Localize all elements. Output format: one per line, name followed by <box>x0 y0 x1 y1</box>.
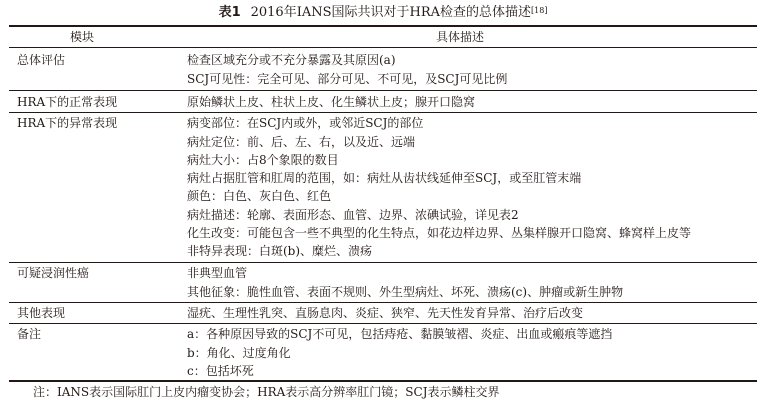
row-line: 其他征象：脆性血管、表面不规则、外生型病灶、坏死、溃疡(c)、肿瘤或新生肿物 <box>187 285 624 299</box>
row-line: 病灶大小：占8个象限的数目 <box>187 153 339 167</box>
row-divider <box>9 90 757 91</box>
row-line: 非特异表现：白斑(b)、糜烂、溃疡 <box>187 244 373 258</box>
row-line: SCJ可见性：完全可见、部分可见、不可见，及SCJ可见比例 <box>187 72 508 86</box>
row-module-normal: HRA下的正常表现 <box>17 95 118 109</box>
row-line: 非典型血管 <box>187 266 248 280</box>
row-line: 原始鳞状上皮、柱状上皮、化生鳞状上皮；腺开口隐窝 <box>187 95 476 109</box>
row-divider <box>9 323 757 324</box>
row-line: 病灶占据肛管和肛周的范围，如：病灶从齿状线延伸至SCJ，或至肛管末端 <box>187 171 582 185</box>
header-module: 模块 <box>70 30 95 44</box>
header-rule <box>9 47 757 48</box>
row-module-overall: 总体评估 <box>17 53 66 67</box>
row-divider <box>9 302 757 303</box>
row-line: 病灶定位：前、后、左、右，以及近、远端 <box>187 135 416 149</box>
table-caption <box>0 4 766 22</box>
row-divider <box>9 112 757 113</box>
row-module-other: 其他表现 <box>17 306 66 320</box>
row-line: 检查区域充分或不充分暴露及其原因(a) <box>187 53 396 67</box>
row-module-suspected-cancer: 可疑浸润性癌 <box>17 266 90 280</box>
row-divider <box>9 262 757 263</box>
row-line: a：各种原因导致的SCJ不可见，包括痔疮、黏膜皱褶、炎症、出血或瘢痕等遮挡 <box>187 327 613 341</box>
table-number: 表1 <box>218 5 241 20</box>
table-top-rule <box>9 25 757 27</box>
row-line: 化生改变：可能包含一些不典型的化生特点，如花边样边界、丛集样腺开口隐窝、蜂窝样上皮等 <box>187 226 692 240</box>
table-bottom-rule <box>9 380 757 382</box>
row-line: 病灶描述：轮廓、表面形态、血管、边界、浓碘试验，详见表2 <box>187 208 519 222</box>
row-module-abnormal: HRA下的异常表现 <box>17 116 118 130</box>
row-line: 病变部位：在SCJ内或外，或邻近SCJ的部位 <box>187 116 424 130</box>
row-line: c：包括坏死 <box>187 364 254 378</box>
row-line: 颜色：白色、灰白色、红色 <box>187 189 332 203</box>
table-title: 2016年IANS国际共识对于HRA检查的总体描述 <box>250 5 532 20</box>
row-module-notes: 备注 <box>17 327 42 341</box>
row-line: 湿疣、生理性乳突、直肠息肉、炎症、狭窄、先天性发育异常、治疗后改变 <box>187 306 584 320</box>
table-footnote: 注：IANS表示国际肛门上皮内瘤变协会；HRA表示高分辨率肛门镜；SCJ表示鳞柱交界 <box>33 385 500 399</box>
reference-marker: [18] <box>531 6 548 15</box>
header-description: 具体描述 <box>436 30 485 44</box>
row-line: b：角化、过度角化 <box>187 346 291 360</box>
